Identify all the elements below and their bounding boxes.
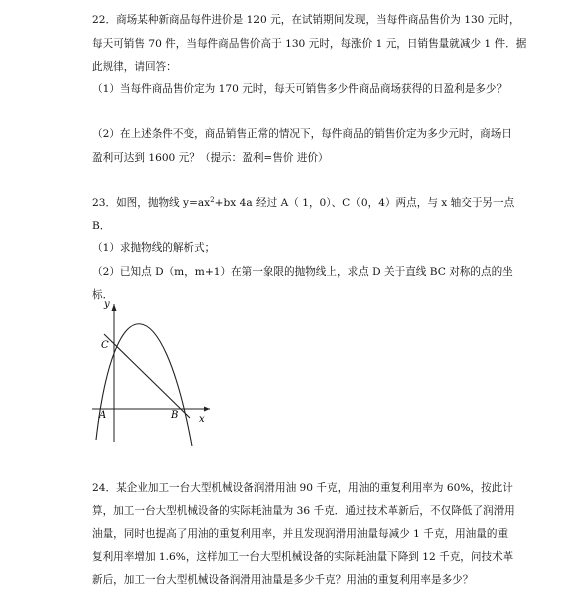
- x-axis-label: x: [199, 414, 205, 425]
- y-axis-arrow: [112, 304, 117, 311]
- q24-line-5: 新后，加工一台大型机械设备润滑用油量是多少千克？用油的重复利用率是多少？: [92, 574, 474, 586]
- point-b-label: B: [171, 410, 179, 421]
- q23-part-2-line-2: 标．: [92, 289, 114, 301]
- q24-line-2: 算，加工一台大型机械设备的实际耗油量为 36 千克．通过技术革新后，不仅降低了润滑用: [92, 505, 515, 517]
- q22-part-2-line-2: 盈利可达到 1600 元？（提示：盈利=售价 进价）: [92, 152, 329, 164]
- q23-part-2-line-1: （2）已知点 D（m，m+1）在第一象限的抛物线上，求点 D 关于直线 BC 对称的点的坐: [92, 266, 513, 278]
- parabola-figure: [80, 296, 220, 446]
- q24-line-3: 油量，同时也提高了用油的重复利用率，并且发现润滑用油量每减少 1 千克，用油量的重: [92, 528, 509, 540]
- q23-line-1-start: 23．如图，抛物线 y=ax: [92, 197, 211, 209]
- q23-exponent: 2: [210, 196, 215, 204]
- q23-line-2: B．: [92, 220, 111, 232]
- q22-line-1: 22．商场某种新商品每件进价是 120 元，在试销期间发现，当每件商品售价为 130 元时，: [92, 14, 520, 26]
- q22-part-2-line-1: （2）在上述条件不变，商品销售正常的情况下，每件商品的销售价定为多少元时，商场日: [92, 128, 512, 140]
- q22-part-1: （1）当每件商品售价定为 170 元时，每天可销售多少件商品商场获得的日盈利是多少？: [92, 83, 508, 95]
- point-a-label: A: [99, 410, 107, 421]
- line-bc: [104, 334, 190, 418]
- q23-line-1-end: +bx 4a 经过 A（ 1，0）、C（0，4）两点，与 x 轴交于另一点: [214, 197, 515, 209]
- q22-line-2: 每天可销售 70 件，当每件商品售价高于 130 元时，每涨价 1 元，日销售量就减少 1 件．据: [92, 38, 527, 50]
- point-c-label: C: [101, 340, 109, 351]
- q23-line-1: [92, 196, 514, 210]
- y-axis-label: y: [104, 299, 110, 310]
- q23-part-1: （1）求抛物线的解析式；: [92, 242, 216, 254]
- q22-line-3: 此规律，请回答：: [92, 61, 177, 73]
- x-axis-arrow: [204, 407, 210, 412]
- q24-line-4: 复利用率增加 1.6%，这样加工一台大型机械设备的实际耗油量下降到 12 千克，问技术革: [92, 551, 514, 563]
- parabola-curve: [96, 324, 192, 446]
- q24-line-1: 24．某企业加工一台大型机械设备润滑用油 90 千克，用油的重复利用率为 60%，按此计: [92, 482, 513, 494]
